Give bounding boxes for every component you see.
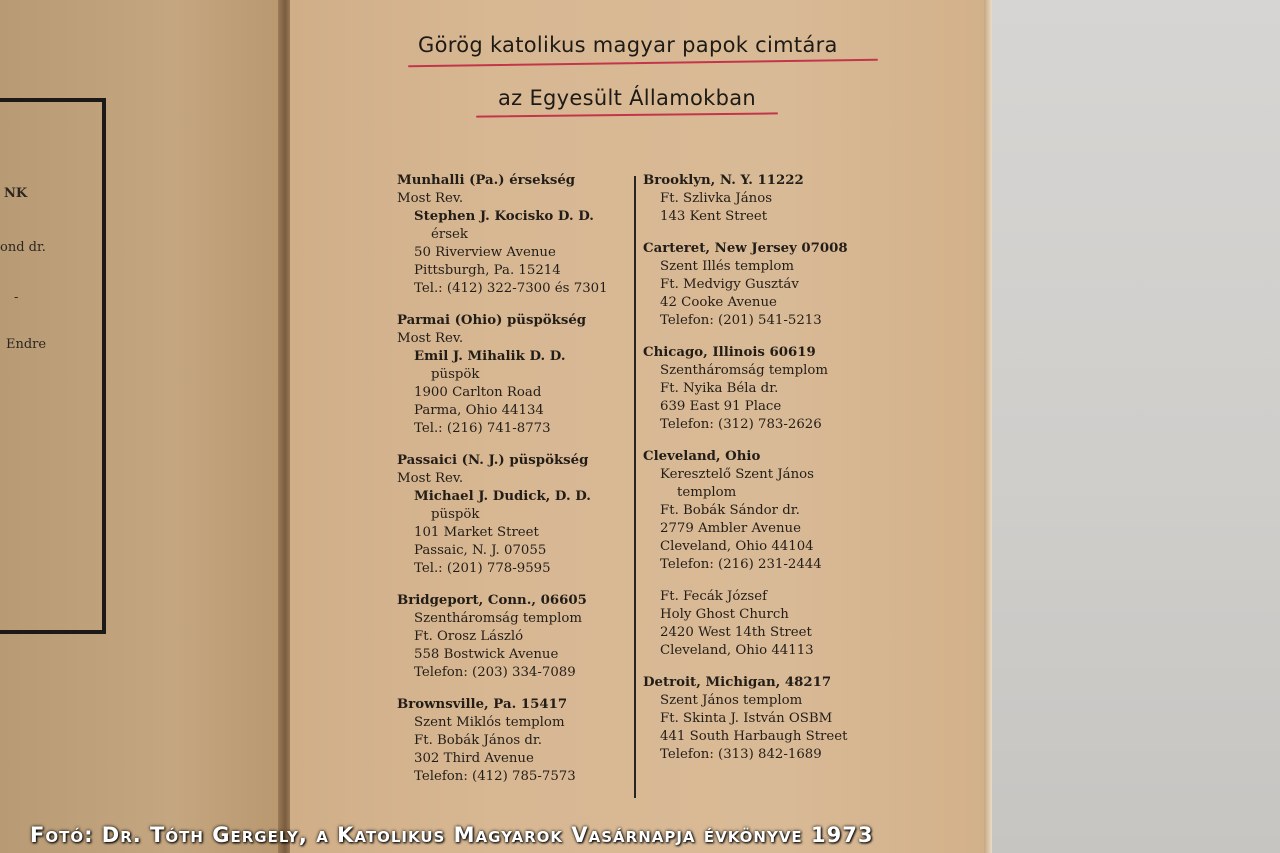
entry-heading: Bridgeport, Conn., 06605 (397, 593, 587, 608)
entry-line: Szentháromság templom (660, 363, 829, 378)
entry-line: Passaic, N. J. 07055 (414, 543, 547, 558)
entry-line: 50 Riverview Avenue (414, 245, 556, 260)
entry-line: Tel.: (201) 778-9595 (414, 561, 551, 576)
entry-line: Telefon: (203) 334-7089 (414, 665, 576, 680)
entry-line: templom (677, 485, 737, 500)
entry-line: 143 Kent Street (660, 209, 768, 224)
entry-line: Tel.: (412) 322-7300 és 7301 (414, 281, 608, 296)
left-fragment: Endre (6, 337, 47, 352)
entry-line: 558 Bostwick Avenue (414, 647, 559, 662)
entry-line: 2779 Ambler Avenue (660, 521, 801, 536)
entry-line: Szentháromság templom (414, 611, 583, 626)
page-subtitle: az Egyesült Államokban (498, 86, 756, 110)
left-fragment: ond dr. (0, 240, 46, 255)
directory-entry (397, 312, 633, 438)
entry-line: Most Rev. (397, 471, 464, 486)
entry-line: Telefon: (216) 231-2444 (660, 557, 822, 572)
entry-line: 302 Third Avenue (414, 751, 534, 766)
directory-entry (643, 172, 883, 226)
directory-entry (397, 172, 633, 298)
entry-line: Cleveland, Ohio 44113 (660, 643, 814, 658)
entry-line: Telefon: (201) 541-5213 (660, 313, 822, 328)
entry-line: Most Rev. (397, 331, 464, 346)
entry-line: Telefon: (313) 842-1689 (660, 747, 822, 762)
entry-line: 441 South Harbaugh Street (660, 729, 848, 744)
column-divider (634, 176, 636, 798)
backdrop (992, 0, 1280, 853)
entry-heading: Carteret, New Jersey 07008 (643, 241, 848, 256)
entry-line: 1900 Carlton Road (414, 385, 542, 400)
entry-line: 2420 West 14th Street (660, 625, 812, 640)
page-title: Görög katolikus magyar papok cimtára (418, 33, 838, 57)
entry-line: Stephen J. Kocisko D. D. (414, 209, 594, 224)
right-page (290, 0, 990, 853)
directory-entry (643, 588, 883, 660)
entry-line: 101 Market Street (414, 525, 539, 540)
entry-line: Keresztelő Szent János (660, 467, 814, 482)
entry-line: Michael J. Dudick, D. D. (414, 489, 591, 504)
entry-line: Telefon: (312) 783-2626 (660, 417, 822, 432)
directory-entry (397, 696, 633, 786)
page-edge (984, 0, 992, 853)
entry-line: Szent János templom (660, 693, 803, 708)
entry-line: püspök (431, 367, 480, 382)
entry-line: Holy Ghost Church (660, 607, 789, 622)
entry-line: 42 Cooke Avenue (660, 295, 777, 310)
entry-line: érsek (431, 227, 468, 242)
right-column (643, 172, 883, 778)
directory-entry (397, 592, 633, 682)
left-fragment: NK (4, 186, 28, 201)
left-fragment: - (14, 290, 19, 305)
left-page (0, 0, 290, 853)
entry-line: püspök (431, 507, 480, 522)
entry-line: Szent Miklós templom (414, 715, 565, 730)
photo-credit-caption: Fotó: Dr. Tóth Gergely, a Katolikus Magyarok Vasárnapja évkönyve 1973 (30, 823, 874, 847)
entry-line: Telefon: (412) 785-7573 (414, 769, 576, 784)
entry-line: Tel.: (216) 741-8773 (414, 421, 551, 436)
left-page-frame (0, 98, 106, 634)
entry-line: Ft. Orosz László (414, 629, 524, 644)
entry-line: Ft. Medvigy Gusztáv (660, 277, 799, 292)
entry-line: Cleveland, Ohio 44104 (660, 539, 814, 554)
entry-heading: Passaici (N. J.) püspökség (397, 453, 589, 468)
entry-line: Ft. Szlivka János (660, 191, 773, 206)
entry-line: Emil J. Mihalik D. D. (414, 349, 566, 364)
directory-entry (643, 344, 883, 434)
entry-line: Parma, Ohio 44134 (414, 403, 544, 418)
entry-line: Pittsburgh, Pa. 15214 (414, 263, 561, 278)
entry-line: 639 East 91 Place (660, 399, 782, 414)
entry-heading: Munhalli (Pa.) érsekség (397, 173, 576, 188)
entry-line: Ft. Bobák János dr. (414, 733, 543, 748)
entry-line: Ft. Skinta J. István OSBM (660, 711, 833, 726)
directory-entry (397, 452, 633, 578)
entry-line: Szent Illés templom (660, 259, 794, 274)
directory-entry (643, 240, 883, 330)
entry-line: Ft. Nyika Béla dr. (660, 381, 779, 396)
entry-line: Ft. Fecák József (660, 589, 768, 604)
entry-heading: Detroit, Michigan, 48217 (643, 675, 832, 690)
entry-heading: Chicago, Illinois 60619 (643, 345, 816, 360)
entry-line: Most Rev. (397, 191, 464, 206)
directory-entry (643, 448, 883, 574)
directory-entry (643, 674, 883, 764)
entry-line: Ft. Bobák Sándor dr. (660, 503, 800, 518)
left-column (397, 172, 633, 800)
entry-heading: Brownsville, Pa. 15417 (397, 697, 568, 712)
entry-heading: Brooklyn, N. Y. 11222 (643, 173, 804, 188)
entry-heading: Cleveland, Ohio (643, 449, 761, 464)
entry-heading: Parmai (Ohio) püspökség (397, 313, 587, 328)
